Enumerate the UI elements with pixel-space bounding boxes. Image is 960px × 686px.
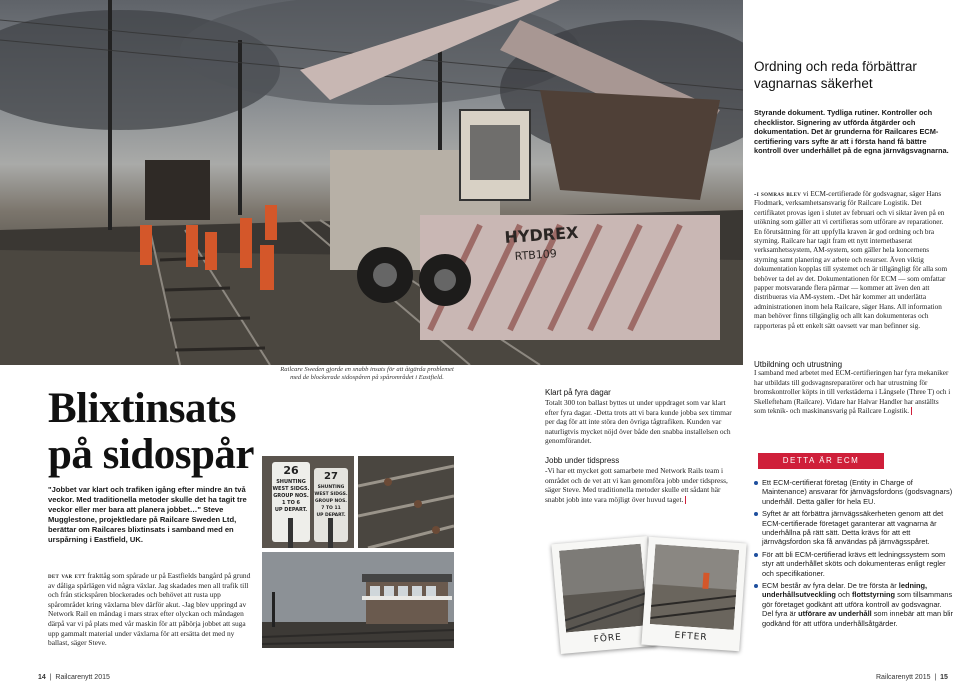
end-mark-right	[911, 407, 912, 415]
right-article-lead: Styrande dokument. Tydliga rutiner. Kontroller och checklistor. Signering av utförda åtgärder och dokumentation. Det är grunderna för Railcares ECM-certifiering vars syfte är att i första hand få bättre kontroll över underhållet på de egna järnvägsvagnarna.	[754, 108, 949, 156]
bullet-bold-d: flottstyrning	[851, 590, 896, 600]
photo-caption: Railcare Sweden gjorde en snabb insats för att åtgärda problemet med de blockerade sidospåren på spårområdet i Eastfield.	[280, 366, 454, 381]
right-article-title: Ordning och reda förbättrar vagnarnas säkerhet	[754, 59, 917, 91]
right-body-text: vi ECM-certifierade för godsvagnar, säger Hans Flodmark, verksamhetsansvarig för Railcare Logistik. Det certifikatet provas igen i slutet av februari och vi siktar även på en utökning som gäller att vi certifieras som utförare av reparationer. En förutsättning för att uppfylla kraven är god ordning och bra styrning. Railcare har tagit fram ett nytt internetbaserat verksamhetssystem, AM-system, som gäller hela koncernens styrning samt planering av arbete och resurser. Även viktig dokumentation kopplas till systemet och är tillgängligt för alla som behöver ta del av det. Dokumentationen för ECM — som omfattar papper motsvarande flera pärmar — kommer att även den att distribueras via AM-system. -Det här kommer att underlätta administrationen inom hela Railcare, säger Hans. All information man behöver finns tillgänglig och allt kan dokumenteras och rapporteras på ett enkelt sätt oavsett var man befinner sig.	[754, 190, 948, 330]
sign1-line4: 1 TO 6	[281, 500, 301, 506]
sign-photo	[262, 456, 354, 548]
article-lead: "Jobbet var klart och trafiken igång efter mindre än två veckor. Med traditionella metoder skulle det ha tagit tre veckor eller mer bara att planera jobbet…" Steve Mugglestone, projektledare på Railcare Sweden Ltd, berättar om Railcares blixtinsats i samband med en urspårning i Eastfield, UK.	[48, 485, 247, 544]
paragraph-klart: Totalt 300 ton ballast byttes ut under uppdraget som var klart efter fyra dagar. -Detta trots att vi bara kunde jobba sex timmar per dag för att inte störa den övriga tågtrafiken. Kunden var naturligtvis mycket nöjd över både den snabba installelsen och genomförandet.	[545, 398, 732, 446]
section-heading-klart: Klart på fyra dagar	[545, 388, 611, 397]
ecm-bullet-last	[754, 581, 954, 628]
footer-right: Railcarenytt 2015 | 15	[876, 674, 948, 681]
headline-line-2: på sidospår	[48, 431, 254, 478]
headline-line-1: Blixtinsats	[48, 385, 237, 432]
body-text: frakttåg som spårade ur på Eastfields bangård på grund av dåliga spårlägen vid några växlar. Jag skadades men all trafik till och från stickspåren blockerades och behövet att rusta upp spårområdet kring växlarna blev därför akut. -Jag blev uppringd av Network Rail en måndag i mars strax efter olyckan och måndagen därpå var vi på plats med vår maskin för att påbörja jobbet att suga upp gammalt material under växlarna för att ersätta det med ny ballast, säger Steve.	[48, 571, 251, 648]
article-headline	[48, 386, 278, 478]
sign1-number: 26	[283, 464, 299, 477]
paragraph-tidspress	[545, 466, 740, 504]
sign2-line1: SHUNTING	[317, 485, 345, 490]
ecm-banner: DETTA ÄR ECM	[758, 453, 884, 469]
bullet-bold-b: ledning, underhållsutveckling	[762, 581, 928, 600]
sign2-number: 27	[324, 471, 338, 482]
middle-column	[545, 388, 740, 504]
bullet-text-a: ECM består av fyra delar. De tre första är	[762, 581, 899, 591]
end-mark	[685, 496, 686, 504]
photo-grid	[262, 456, 454, 648]
section-heading-tidspress: Jobb under tidspress	[545, 455, 620, 465]
ecm-bullet: Syftet är att förbättra järnvägssäkerheten genom att det ECM-certifierade företaget garanterar att vagnarna är underhållna på rätt sätt. Detta krävs för att ett järnvägsfordon ska få användas på järnvägsspåret.	[754, 509, 954, 547]
sign2-line4: 7 TO 11	[321, 506, 341, 511]
bullet-text-c: och	[835, 590, 852, 600]
polaroid-before-image	[559, 544, 648, 633]
right-article-body	[754, 190, 952, 331]
sign2-line3: GROUP NOS.	[314, 499, 348, 504]
rail-closeup-graphic	[358, 456, 454, 548]
body-intro-smallcaps: det var ett	[48, 571, 86, 580]
shunting-signs-graphic	[262, 456, 354, 548]
signal-box-graphic	[262, 552, 454, 648]
ecm-bullet: För att bli ECM-certifierad krävs ett ledningssystem som styr att underhållet sköts och dokumenteras enligt regler och specifikationer.	[754, 550, 954, 578]
polaroid-after-image	[650, 544, 739, 630]
main-photo-rail-maintenance	[0, 0, 743, 365]
right-body-intro: -i somras blev	[754, 190, 802, 198]
rail-closeup-photo	[358, 456, 454, 548]
signal-box-photo	[262, 552, 454, 648]
footer-left: 14 | Railcarenytt 2015	[38, 674, 110, 681]
paragraph-utbildning-text: I samband med arbetet med ECM-certifieringen har fyra mekaniker har utbildats till godsvagnsreparatörer och har utrustning för bromskontroller köpts in till verkstäderna i Långsele (Three T) och i Skellefteham (Railcare). Vidare har Halvar Handler har anställts som teknik- och maskinansvarig på Railcare Logistik.	[754, 369, 951, 416]
sign1-line3: GROUP NOS.	[273, 493, 309, 499]
polaroid-after	[641, 537, 746, 652]
before-track-graphic	[559, 544, 648, 633]
sign1-line2: WEST SIDGS.	[272, 486, 310, 492]
ecm-bullet-list	[754, 478, 954, 631]
bullet-text-g: som innebär att man blir godkänd för att utföra underhållsåtgärder.	[762, 609, 954, 628]
polaroid-before	[551, 536, 656, 654]
footer-title-right: Railcarenytt 2015	[876, 674, 931, 681]
machine-id-text: RTB109	[514, 247, 558, 263]
page-number-left: 14	[38, 674, 46, 681]
machine-brand-text: HYDREX	[503, 222, 579, 247]
page-number-right: 15	[940, 674, 948, 681]
sign2-line2: WEST SIDGS.	[314, 492, 348, 497]
after-track-graphic	[650, 544, 739, 630]
paragraph-tidspress-text: -Vi har ett mycket gott samarbete med Network Rails team i området och de vet att vi kan genomföra jobb under tidspress, säger Steve. Med traditionella metoder skulle ett sådant här snabbt jobb inte vara möjligt över huvud taget.	[545, 465, 728, 504]
right-section-utbildning	[754, 360, 952, 416]
footer-title-left: Railcarenytt 2015	[55, 674, 110, 681]
paragraph-utbildning	[754, 369, 952, 416]
bullet-text-e: som tillsammans gör företaget godkänt att utföra kontroll av godsvagnar. Del fyra är	[762, 590, 953, 619]
rail-worksite-illustration	[0, 0, 743, 365]
article-body-left	[48, 571, 254, 648]
section-heading-utbildning: Utbildning och utrustning	[754, 360, 843, 369]
sign1-line5: UP DEPART.	[274, 507, 308, 513]
polaroid-before-label: FÖRE	[593, 632, 623, 646]
polaroid-after-label: EFTER	[674, 630, 708, 644]
ecm-bullet: Ett ECM-certifierat företag (Entity in Charge of Maintenance) ansvarar för järnvägsfordons (godsvagnars) underhåll. Detta gäller för hela EU.	[754, 478, 954, 506]
sign1-line1: SHUNTING	[276, 479, 306, 485]
bullet-bold-f: utförare av underhåll	[798, 609, 872, 619]
sign2-line5: UP DEPART.	[316, 513, 346, 518]
